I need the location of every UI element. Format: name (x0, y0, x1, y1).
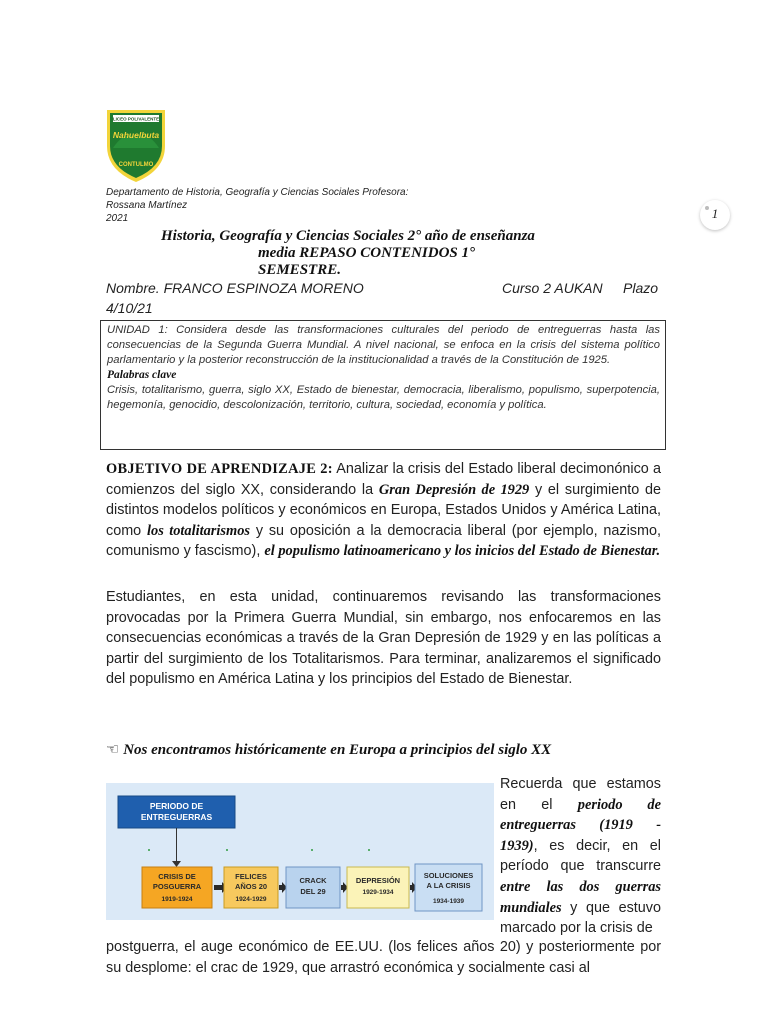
diagram-top-line1: PERIODO DE (149, 801, 204, 811)
diagram-step-1-years: 1919-1924 (161, 896, 193, 903)
diagram-step-5-years: 1934-1939 (432, 898, 465, 905)
section-heading (106, 740, 551, 759)
diagram-step-2-years: 1924-1929 (235, 896, 267, 903)
department-line-2: Rossana Martínez (106, 200, 188, 211)
keywords-list: Crisis, totalitarismo, guerra, siglo XX, Estado de bienestar, democracia, liberalismo, populismo, superpotencia, hegemonía, genocidio, descolonización, territorio, cultura, sociedad, economía y política. (107, 384, 660, 411)
learning-objective (106, 459, 661, 562)
student-name: Nombre. FRANCO ESPINOZA MORENO (106, 280, 364, 296)
objective-bold-b: los totalitarismos (147, 522, 250, 539)
deadline-value: 4/10/21 (106, 300, 153, 316)
diagram-step-3-line2: DEL 29 (300, 887, 326, 896)
objective-label: OBJETIVO DE APRENDIZAJE 2: (106, 461, 333, 477)
year: 2021 (106, 213, 129, 224)
diagram-step-1-line2: POSGUERRA (152, 882, 202, 891)
diagram-step-4 (347, 867, 409, 908)
student-course: Curso 2 AUKAN (502, 280, 603, 296)
diagram-step-2-line2: AÑOS 20 (234, 882, 268, 891)
title-line-3: SEMESTRE. (258, 262, 341, 278)
objective-text-a: Analizar la crisis del Estado liberal decimonónico a comienzos del siglo XX, considerando la (106, 461, 662, 498)
objective-bold-a: Gran Depresión de 1929 (378, 481, 530, 498)
unit-description: UNIDAD 1: Considera desde las transformaciones culturales del periodo de entreguerras hasta las consecuencias de la Segunda Guerra Mundial. A nivel nacional, se enfoca en la crisis del sistema político parlamentario y la posterior reconstrucción de la institucionalidad a través de la Constitución de 1925. (107, 324, 660, 366)
logo-name: Nahuelbuta (112, 130, 160, 140)
page-number-indicator[interactable] (700, 200, 730, 230)
objective-text-c: y su oposición a la democracia liberal (por ejemplo, nazismo, comunismo y fascismo), (106, 522, 661, 560)
department-header (106, 186, 408, 225)
bottom-paragraph: postguerra, el auge económico de EE.UU. (los felices años 20) y posteriormente por su desplome: el crac de 1929, que arrastró económica y socialmente casi al (106, 939, 661, 976)
side-text-a: Recuerda que estamos en el (500, 776, 661, 813)
unit-description-box (100, 320, 666, 450)
diagram-step-5-line1: SOLUCIONES (423, 871, 474, 880)
page-number: 1 (711, 206, 719, 221)
department-line-1: Departamento de Historia, Geografía y Ciencias Sociales Profesora: (106, 187, 409, 198)
keywords-title: Palabras clave (107, 369, 177, 381)
diagram-step-5-line2: A LA CRISIS (426, 881, 471, 890)
title-line-1: Historia, Geografía y Ciencias Sociales 2° año de enseñanza (161, 228, 535, 244)
side-paragraph (500, 774, 661, 939)
entreguerras-diagram (106, 783, 494, 920)
objective-text-b: y el surgimiento de distintos modelos políticos y económicos en Europa, Estados Unidos y América Latina, como (106, 481, 662, 539)
logo-top-text: LICEO POLIVALENTE (112, 116, 160, 122)
title-line-2: media REPASO CONTENIDOS 1° (258, 245, 475, 261)
diagram-top-line2: ENTREGUERRAS (140, 812, 213, 822)
diagram-step-1-line1: CRISIS DE (158, 872, 196, 881)
side-text-b: , es decir, en el período que transcurre (500, 837, 661, 875)
side-bold-b: entre las dos guerras mundiales (500, 878, 661, 916)
objective-bold-c: el populismo latinoamericano y los inicios del Estado de Bienestar. (264, 543, 661, 560)
school-logo (105, 108, 167, 184)
diagram-step-4-line1: DEPRESIÓN (355, 876, 401, 885)
intro-paragraph: Estudiantes, en esta unidad, continuaremos revisando las transformaciones provocadas por la Primera Guerra Mundial, sin embargo, nos enfocaremos en las consecuencias económicas a través de la Gran Depresión de 1929 y en las políticas a partir del surgimiento de los Totalitarismos. Para terminar, analizaremos el significado del populismo en América Latina y los principios del Estado de Bienestar. (106, 589, 661, 688)
logo-bottom-text: CONTULMO (118, 162, 154, 168)
diagram-step-3-line1: CRACK (299, 876, 327, 885)
side-text-c: y que estuvo marcado por la crisis de (500, 899, 661, 937)
hand-pointing-icon: ☜ (106, 740, 120, 758)
side-bold-a: periodo de entreguerras (1919 - 1939) (500, 796, 661, 854)
deadline-label: Plazo (623, 280, 659, 296)
diagram-step-4-years: 1929-1934 (362, 889, 394, 896)
diagram-step-2-line1: FELICES (235, 872, 267, 881)
diagram-connector-arrow (172, 861, 181, 867)
section-heading-text: Nos encontramos históricamente en Europa a principios del siglo XX (123, 742, 552, 758)
